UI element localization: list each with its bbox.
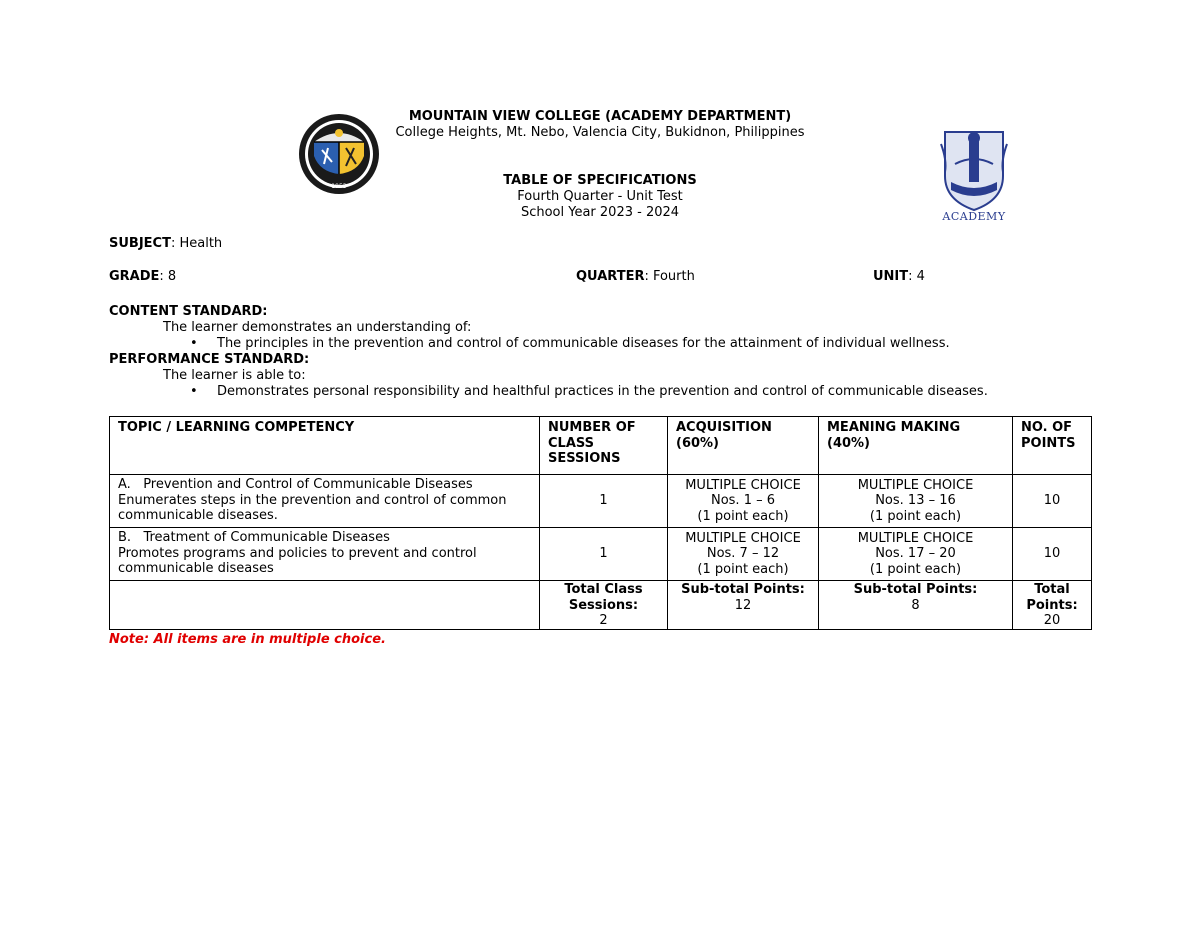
acq-subtotal-value: 12	[734, 597, 752, 613]
bullet-icon: •	[190, 336, 198, 351]
total-sessions-label: Total Class Sessions:	[564, 582, 643, 613]
topic-competency: Promotes programs and policies to prevent and control communicable diseases	[118, 545, 477, 576]
table-header-row	[110, 417, 1092, 475]
topic-title: A. Prevention and Control of Communicable Diseases	[118, 477, 473, 492]
quarter-line	[576, 269, 695, 285]
acq-each: (1 point each)	[697, 561, 789, 577]
table-row	[110, 475, 1092, 528]
mm-subtotal-label: Sub-total Points:	[853, 582, 978, 597]
grade-line	[109, 269, 176, 285]
header-sessions: NUMBER OF CLASS SESSIONS	[540, 417, 668, 475]
topic-competency: Enumerates steps in the prevention and control of common communicable diseases.	[118, 492, 507, 523]
mm-items: Nos. 13 – 16	[875, 493, 956, 509]
content-standard-intro: The learner demonstrates an understanding of:	[163, 320, 472, 335]
seal-year: 1953	[331, 183, 347, 190]
note-text: Note: All items are in multiple choice.	[109, 632, 386, 647]
header-meaning-making: MEANING MAKING (40%)	[819, 417, 1013, 475]
unit-value: : 4	[908, 269, 925, 284]
acq-subtotal-cell	[668, 581, 819, 630]
total-points-cell	[1013, 581, 1092, 630]
document-title: TABLE OF SPECIFICATIONS	[503, 173, 697, 188]
quarter-value: : Fourth	[644, 269, 695, 284]
grade-label: GRADE	[109, 269, 160, 284]
header-points: NO. OF POINTS	[1013, 417, 1092, 475]
footer-empty-cell	[110, 581, 540, 630]
unit-line	[873, 269, 925, 285]
exam-title: Fourth Quarter - Unit Test	[517, 189, 683, 204]
header-topic: TOPIC / LEARNING COMPETENCY	[110, 417, 540, 475]
quarter-label: QUARTER	[576, 269, 645, 284]
meaning-cell	[819, 528, 1013, 581]
mm-type: MULTIPLE CHOICE	[857, 530, 974, 546]
acq-items: Nos. 1 – 6	[710, 493, 776, 509]
content-standard-text: The principles in the prevention and control of communicable diseases for the attainment of individual wellness.	[217, 336, 950, 351]
acq-type: MULTIPLE CHOICE	[685, 477, 801, 493]
acquisition-cell	[668, 528, 819, 581]
subject-value: : Health	[170, 236, 223, 251]
acq-each: (1 point each)	[697, 508, 789, 524]
performance-standard-label: PERFORMANCE STANDARD:	[109, 352, 310, 367]
points-cell: 10	[1013, 528, 1092, 581]
specifications-table	[109, 416, 1092, 630]
total-sessions-value: 2	[599, 613, 608, 628]
bullet-icon: •	[190, 384, 198, 399]
school-address: College Heights, Mt. Nebo, Valencia City, Bukidnon, Philippines	[395, 125, 805, 140]
acq-type: MULTIPLE CHOICE	[685, 530, 801, 546]
school-name: MOUNTAIN VIEW COLLEGE (ACADEMY DEPARTMENT)	[408, 109, 792, 124]
performance-standard-bullet	[190, 384, 988, 400]
grade-value: : 8	[159, 269, 177, 284]
sessions-cell: 1	[540, 528, 668, 581]
mm-type: MULTIPLE CHOICE	[857, 477, 974, 493]
subject-label: SUBJECT	[109, 236, 171, 251]
mm-subtotal-value: 8	[911, 597, 920, 613]
unit-label: UNIT	[873, 269, 909, 284]
table-row	[110, 528, 1092, 581]
content-standard-label: CONTENT STANDARD:	[109, 304, 268, 319]
table-footer-row	[110, 581, 1092, 630]
acq-items: Nos. 7 – 12	[706, 546, 780, 562]
sessions-cell: 1	[540, 475, 668, 528]
acq-subtotal-label: Sub-total Points:	[681, 582, 805, 597]
acquisition-cell	[668, 475, 819, 528]
school-year: School Year 2023 - 2024	[520, 205, 680, 220]
points-cell: 10	[1013, 475, 1092, 528]
mm-each: (1 point each)	[869, 561, 962, 577]
topic-title: B. Treatment of Communicable Diseases	[118, 530, 390, 545]
performance-standard-intro: The learner is able to:	[163, 368, 306, 383]
topic-cell	[110, 528, 540, 581]
content-standard-bullet	[190, 336, 950, 352]
academy-logo-text: ACADEMY	[942, 210, 1006, 223]
header-acquisition: ACQUISITION (60%)	[668, 417, 819, 475]
mm-subtotal-cell	[819, 581, 1013, 630]
total-sessions-cell	[540, 581, 668, 630]
total-points-value: 20	[1043, 613, 1061, 628]
mm-items: Nos. 17 – 20	[875, 546, 956, 562]
total-points-label: Total Points:	[1026, 582, 1078, 613]
subject-line	[109, 236, 222, 252]
meaning-cell	[819, 475, 1013, 528]
performance-standard-text: Demonstrates personal responsibility and healthful practices in the prevention and control of communicable diseases.	[217, 384, 988, 399]
mm-each: (1 point each)	[869, 508, 962, 524]
topic-cell	[110, 475, 540, 528]
